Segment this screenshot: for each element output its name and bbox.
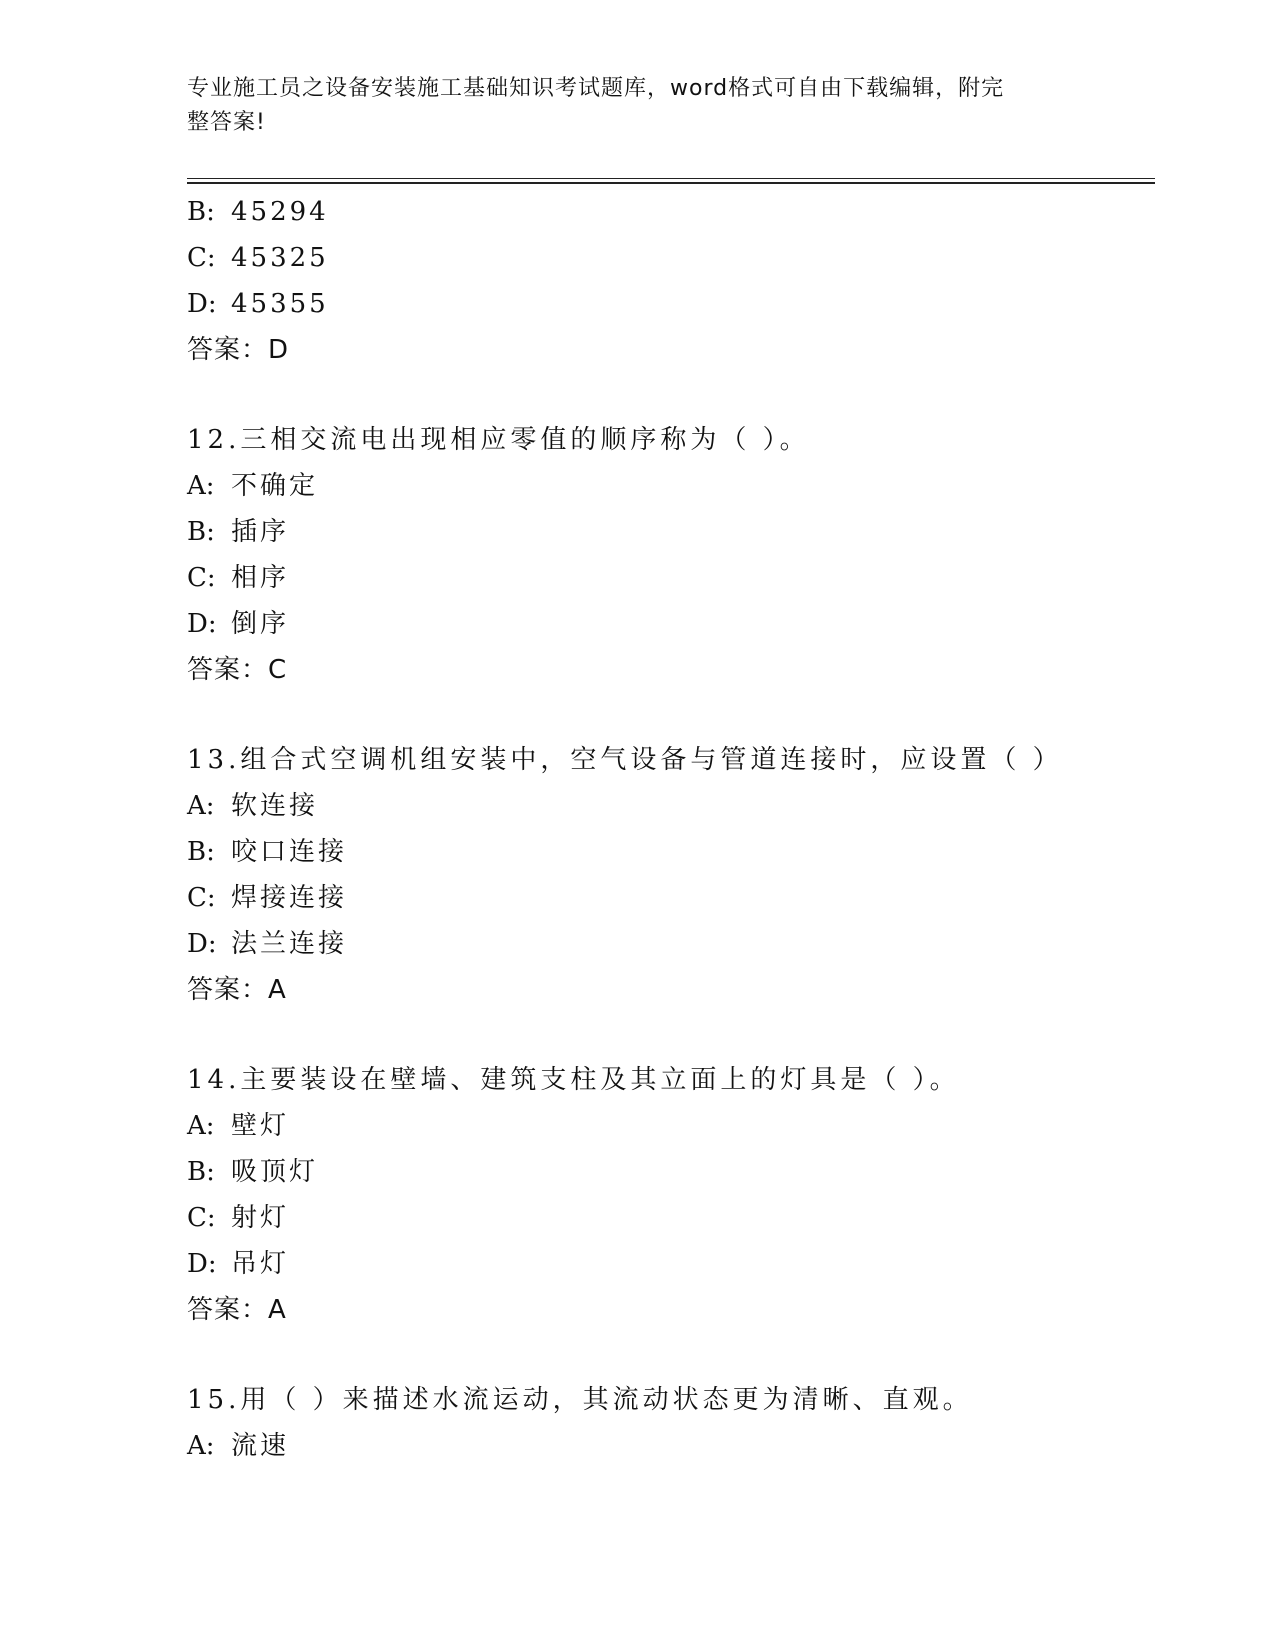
option-row	[187, 875, 1147, 921]
question-block-14	[187, 1057, 1147, 1333]
document-header	[187, 72, 1067, 140]
option-key: B:	[187, 197, 215, 227]
question-text: 12.三相交流电出现相应零值的顺序称为（ ）。	[187, 425, 810, 455]
spacer	[187, 1333, 1147, 1377]
option-key: D:	[187, 609, 217, 639]
option-text: 射灯	[231, 1203, 290, 1233]
option-row	[187, 1423, 1147, 1469]
option-key: C:	[187, 563, 216, 593]
option-text: 吊灯	[231, 1249, 290, 1279]
option-text: 咬口连接	[231, 837, 348, 867]
option-text: 焊接连接	[231, 883, 348, 913]
question-block-13	[187, 737, 1147, 1013]
option-row	[187, 1241, 1147, 1287]
option-key: A:	[187, 791, 215, 821]
option-text: 45294	[231, 197, 329, 227]
spacer	[187, 693, 1147, 737]
option-text: 壁灯	[231, 1111, 290, 1141]
question-text: 13.组合式空调机组安装中，空气设备与管道连接时，应设置（ ）	[187, 745, 1063, 775]
option-key: C:	[187, 243, 216, 273]
option-row	[187, 555, 1147, 601]
option-row	[187, 1103, 1147, 1149]
answer-line: 答案：D	[187, 335, 290, 365]
option-key: A:	[187, 1111, 215, 1141]
option-row	[187, 783, 1147, 829]
option-key: C:	[187, 1203, 216, 1233]
option-row	[187, 1149, 1147, 1195]
answer-line: 答案：C	[187, 655, 288, 685]
option-text: 倒序	[231, 609, 290, 639]
header-divider-thick	[187, 182, 1155, 184]
option-text: 软连接	[231, 791, 319, 821]
question-block-12	[187, 417, 1147, 693]
header-line-2: 整答案!	[187, 110, 266, 135]
option-text: 吸顶灯	[231, 1157, 319, 1187]
option-row	[187, 463, 1147, 509]
option-key: B:	[187, 1157, 215, 1187]
option-key: A:	[187, 471, 215, 501]
option-row	[187, 189, 1147, 235]
spacer	[187, 373, 1147, 417]
option-key: D:	[187, 289, 217, 319]
question-text: 14.主要装设在壁墙、建筑支柱及其立面上的灯具是（ ）。	[187, 1065, 960, 1095]
option-key: C:	[187, 883, 216, 913]
question-text: 15.用（ ）来描述水流运动，其流动状态更为清晰、直观。	[187, 1385, 973, 1415]
header-line-1: 专业施工员之设备安装施工基础知识考试题库，word格式可自由下载编辑，附完	[187, 76, 1005, 101]
option-row	[187, 1195, 1147, 1241]
option-row	[187, 921, 1147, 967]
option-row	[187, 601, 1147, 647]
option-text: 45325	[231, 243, 329, 273]
answer-line: 答案：A	[187, 975, 287, 1005]
answer-line: 答案：A	[187, 1295, 287, 1325]
option-key: B:	[187, 837, 215, 867]
option-key: D:	[187, 929, 217, 959]
option-text: 插序	[231, 517, 290, 547]
question-block-11	[187, 189, 1147, 373]
option-row	[187, 829, 1147, 875]
option-text: 相序	[231, 563, 290, 593]
question-block-15	[187, 1377, 1147, 1469]
option-text: 45355	[231, 289, 329, 319]
header-divider-thin	[187, 178, 1155, 179]
spacer	[187, 1013, 1147, 1057]
option-row	[187, 235, 1147, 281]
option-row	[187, 281, 1147, 327]
option-key: D:	[187, 1249, 217, 1279]
question-list	[187, 189, 1147, 1469]
option-row	[187, 509, 1147, 555]
option-text: 不确定	[231, 471, 319, 501]
option-key: A:	[187, 1431, 215, 1461]
option-text: 流速	[231, 1431, 290, 1461]
option-text: 法兰连接	[231, 929, 348, 959]
option-key: B:	[187, 517, 215, 547]
